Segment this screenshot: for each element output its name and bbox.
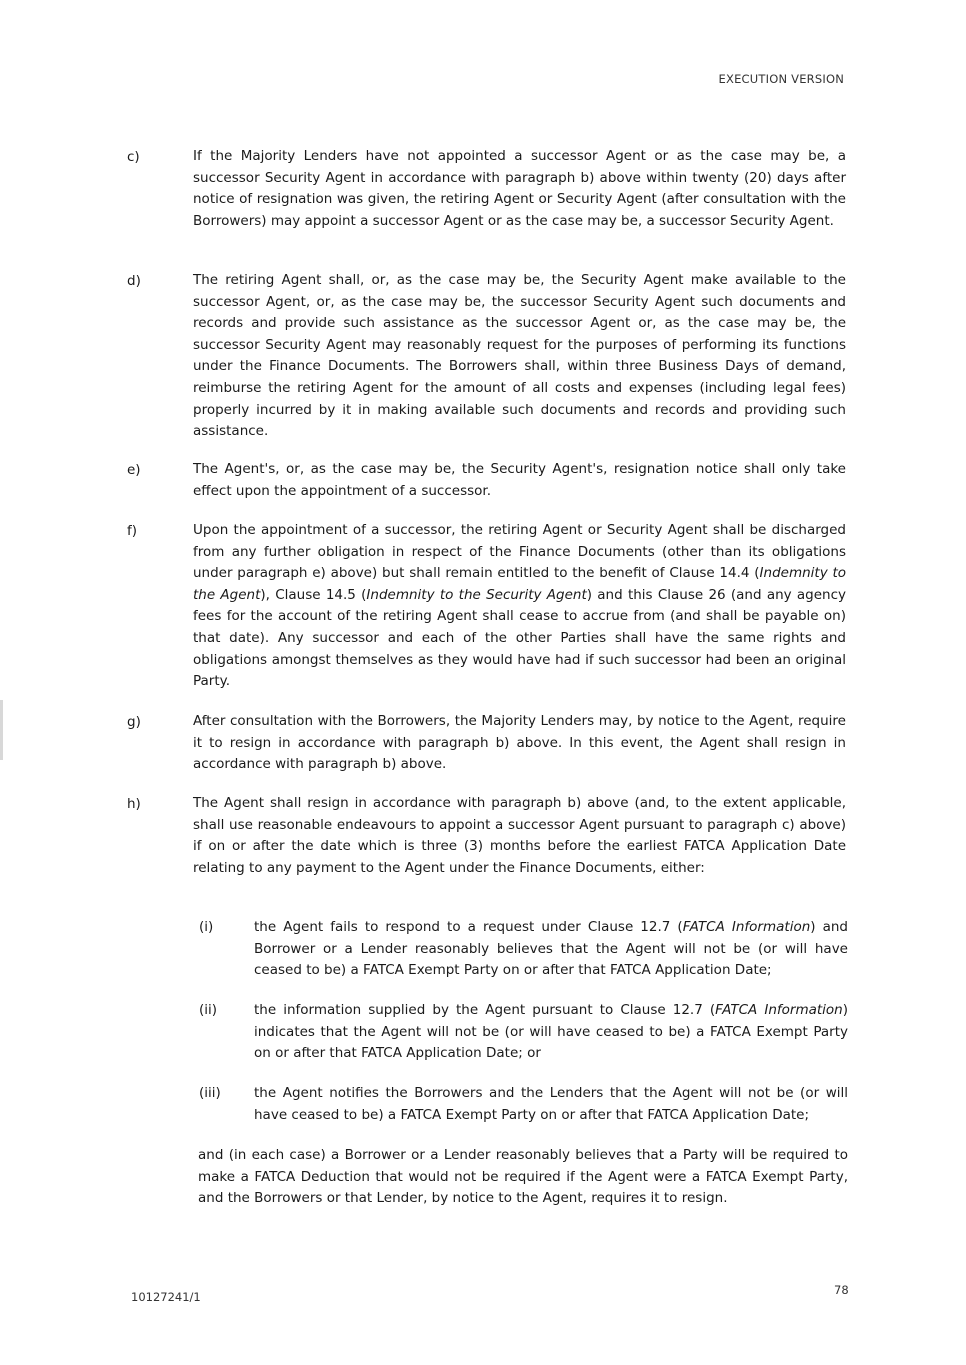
clause-letter: e) [127,462,141,478]
clause-letter: c) [127,149,140,165]
subclause-numeral: (ii) [199,1002,218,1018]
clause-text: The Agent shall resign in accordance with paragraph b) above (and, to the extent applicable, shall use reasonable endeavours to appoint a successor Agent pursuant to paragraph c) above) if on or after the date which is three (3) months before the earliest FATCA Application Date relating to any payment to the Agent under the Finance Documents, either: [193,795,846,876]
subclause-italic-ref: FATCA Information [715,1002,843,1018]
subclause-text-part: the information supplied by the Agent pursuant to Clause 12.7 ( [254,1002,716,1018]
subclause-text [254,1000,848,1065]
clause-text-part: Upon the appointment of a successor, the retiring Agent or Security Agent shall be discharged from any further obligation in respect of the Finance Documents (other than its obligations under paragraph e) above) but shall remain entitled to the benefit of Clause 14.4 ( [193,522,846,582]
clause-text-part: ), Clause 14.5 ( [260,586,367,603]
execution-version-label: EXECUTION VERSION [718,72,844,86]
clause-italic-ref: Indemnity to the Agent [193,565,847,603]
subclause-numeral: (iii) [199,1085,221,1101]
clause-text: After consultation with the Borrowers, the Majority Lenders may, by notice to the Agent, require it to resign in accordance with paragraph b) above. In this event, the Agent shall resign in accordance with paragraph b) above. [193,713,846,773]
clause-text: If the Majority Lenders have not appointed a successor Agent or as the case may be, a successor Security Agent in accordance with paragraph b) above within twenty (20) days after notice of resignation was given, the retiring Agent or Security Agent (after consultation with the Borrowers) may appoint a successor Agent or as the case may be, a successor Security Agent. [193,148,846,229]
subclause-text-part: ) and Borrower or a Lender reasonably believes that the Agent will not be (or will have ceased to be) a FATCA Exempt Party on or after that FATCA Application Date; [254,919,848,979]
page-number: 78 [834,1283,849,1297]
clause-text-part: ) and this Clause 26 (and any agency fees for the account of the retiring Agent shall cease to accrue from (and shall be payable on) that date). Any successor and each of the other Parties shall have the same rights and obligations amongst themselves as they would have had if such successor had been an original Party. [193,586,847,690]
subclause-text-part: the Agent fails to respond to a request under Clause 12.7 ( [254,919,683,935]
clause-text: The Agent's, or, as the case may be, the Security Agent's, resignation notice shall only take effect upon the appointment of a successor. [193,461,846,499]
subclause-text-part: ) indicates that the Agent will not be (or will have ceased to be) a FATCA Exempt Party on or after that FATCA Application Date; or [254,1002,849,1062]
subclause-text [254,917,848,982]
clause-letter: h) [127,796,141,812]
closing-paragraph: and (in each case) a Borrower or a Lender reasonably believes that a Party will be required to make a FATCA Deduction that would not be required if the Agent were a FATCA Exempt Party, and the Borrowers or that Lender, by notice to the Agent, requires it to resign. [198,1147,848,1207]
clause-letter: g) [127,714,141,730]
clause-letter: d) [127,273,141,289]
subclause-text: the Agent notifies the Borrowers and the Lenders that the Agent will not be (or will have ceased to be) a FATCA Exempt Party on or after that FATCA Application Date; [254,1085,848,1123]
subclause-italic-ref: FATCA Information [682,919,811,935]
clause-text: The retiring Agent shall, or, as the case may be, the Security Agent make available to the successor Agent, or, as the case may be, the successor Security Agent such documents and records and provide such assistance as the successor Agent or, as the case may be, the successor Security Agent may reasonably request for the purposes of performing its functions under the Finance Documents. The Borrowers shall, within three Business Days of demand, reimburse the retiring Agent for the amount of all costs and expenses (including legal fees) properly incurred by it in making available such documents and records and providing such assistance. [193,272,846,440]
subclause-numeral: (i) [199,919,214,935]
document-reference: 10127241/1 [131,1290,201,1304]
clause-italic-ref: Indemnity to the Security Agent [366,586,587,603]
scan-edge-mark [0,700,3,760]
clause-text [193,520,846,693]
clause-letter: f) [127,523,138,539]
